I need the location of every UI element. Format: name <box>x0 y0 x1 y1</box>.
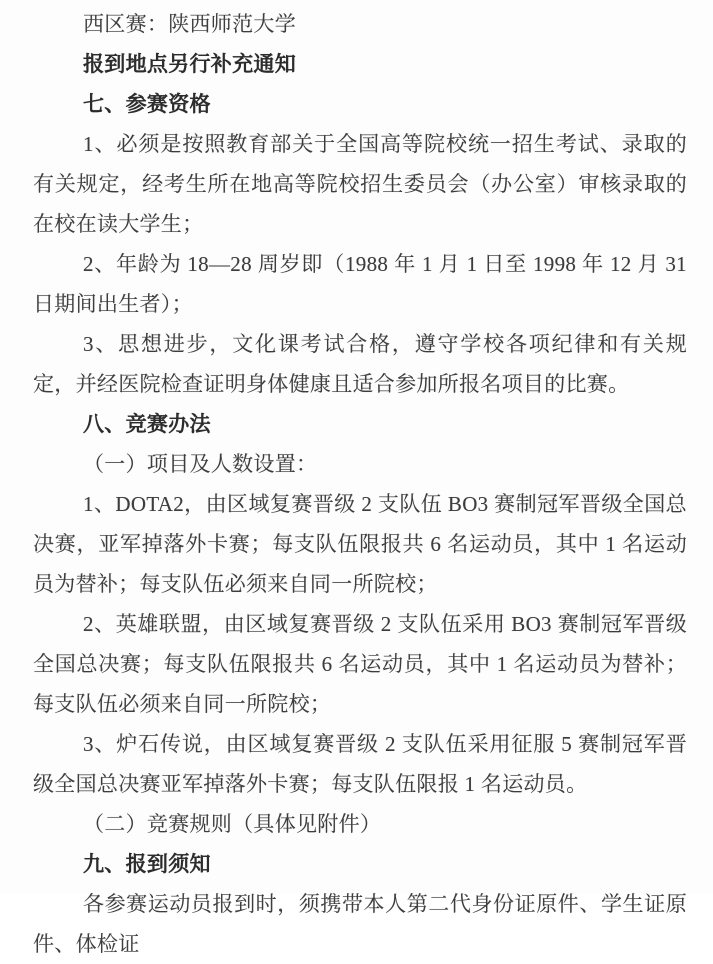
west-region-venue-line: 西区赛：陕西师范大学 <box>83 12 296 36</box>
eligibility-item-3-health: 3、思想进步，文化课考试合格，遵守学校各项纪律和有关规定，并经医院检查证明身体健康且适合参加所报名项目的比赛。 <box>33 332 687 396</box>
subsection-1-events-and-rosters: （一）项目及人数设置： <box>83 452 318 476</box>
checkin-location-notice: 报到地点另行补充通知 <box>83 52 296 76</box>
eligibility-item-1: 1、必须是按照教育部关于全国高等院校统一招生考试、录取的有关规定，经考生所在地高等院校招生委员会（办公室）审核录取的在校在读大学生； <box>33 132 687 236</box>
eligibility-item-2-age: 2、年龄为 18—28 周岁即（1988 年 1 月 1 日至 1998 年 12 月 31 日期间出生者）； <box>33 252 687 316</box>
section-9-heading-checkin-notes: 九、报到须知 <box>83 852 211 876</box>
subsection-2-competition-rules: （二）竞赛规则（具体见附件） <box>83 812 382 836</box>
checkin-requirements-line: 各参赛运动员报到时，须携带本人第二代身份证原件、学生证原件、体检证 <box>33 892 687 956</box>
section-7-heading-eligibility: 七、参赛资格 <box>83 92 211 116</box>
event-item-2-league-of-legends: 2、英雄联盟，由区域复赛晋级 2 支队伍采用 BO3 赛制冠军晋级全国总决赛；每支队伍限报共 6 名运动员，其中 1 名运动员为替补；每支队伍必须来自同一所院校； <box>33 612 687 716</box>
section-8-heading-competition-method: 八、竞赛办法 <box>83 412 211 436</box>
event-item-3-hearthstone: 3、炉石传说，由区域复赛晋级 2 支队伍采用征服 5 赛制冠军晋级全国总决赛亚军掉落外卡赛；每支队伍限报 1 名运动员。 <box>33 732 687 796</box>
event-item-1-dota2: 1、DOTA2，由区域复赛晋级 2 支队伍 BO3 赛制冠军晋级全国总决赛，亚军掉落外卡赛；每支队伍限报共 6 名运动员，其中 1 名运动员为替补；每支队伍必须来自同一所院校； <box>33 492 687 596</box>
